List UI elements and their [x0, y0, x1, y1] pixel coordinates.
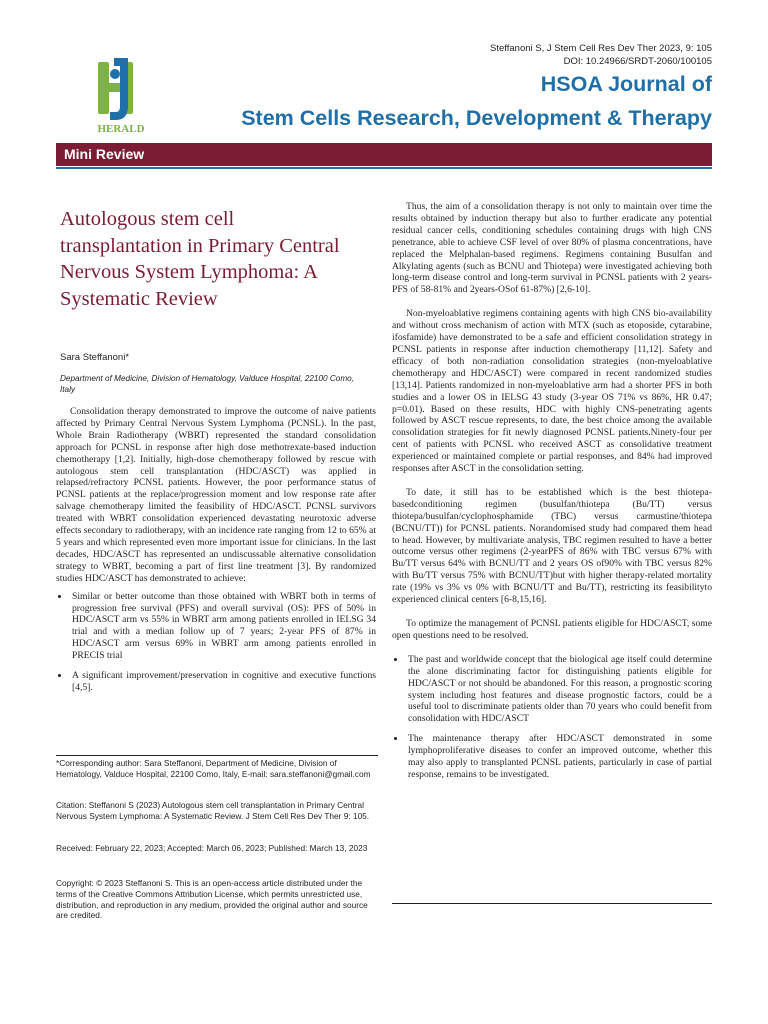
article-reference: Steffanoni S, J Stem Cell Res Dev Ther 2023, 9: 105: [490, 43, 712, 54]
paragraph: Thus, the aim of a consolidation therapy is not only to maintain over time the results obtained by induction therapy but also to further eradicate any potential residual cancer cells, conditioning schedules containing drugs with high CNS penetrance, able to achieve CSF level of over 80% of plasma concentrations, have replaced the Melphalan-based regimens. Regimens containing Busulfan and Alkylating agents (such as BCNU and Thiotepa) were investigated achieving both long-term disease control and long-term survival in PCNSL patients with 2 years-PFS of 58-81% and 2years-OSof 61-87%) [2,6-10].: [392, 201, 712, 296]
bullet-item: • A significant improvement/preservation in cognitive and executive functions [4,5].: [70, 670, 376, 694]
paragraph: To date, it still has to be established which is the best thiotepa-basedconditioning regimen (busulfan/thiotepa (Bu/TT) versus thiotepa/busulfan/cyclophosphamide (TBC) versus carmustine/thiotepa (BCNU/TT)) for PCNSL patients. Norandomised study had compared them head to head. However, by multivariate analysis, TBC regimen resulted to have a better outcome versus other regimens (2-yearPFS of 86% with TBC versus 67% with Bu/TT versus 64% with BCNU/TT and 2 years OS of90% with TBC versus 82% with Bu/TT versus 75% with BCNU/TT)but with higher therapy-related mortality rate (19% vs 3% vs 0% with BCNU/TT and Bu/TT), restricting its feasibilityto experienced clinical centers [6-8,15,16].: [392, 486, 712, 606]
logo-text: HERALD: [97, 123, 145, 135]
column-end-divider: [392, 903, 712, 904]
journal-name: HSOA Journal of: [540, 72, 712, 96]
article-type-label: Mini Review: [64, 146, 145, 162]
doi[interactable]: DOI: 10.24966/SRDT-2060/100105: [563, 56, 712, 67]
journal-subtitle: Stem Cells Research, Development & Therapy: [241, 106, 712, 130]
article-title: Autologous stem cell transplantation in Primary Central Nervous System Lymphoma: A Systematic Review: [60, 208, 340, 310]
article-type-banner: [56, 143, 712, 166]
paragraph: Consolidation therapy demonstrated to improve the outcome of naive patients affected by Primary Central Nervous System Lymphoma (PCNSL). In the past, Whole Brain Radiotherapy (WBRT) represented the standard consolidation approach for PCNSL in response after high dose methotrexate-based induction chemotherapy [1,2]. Initially, high-dose chemotherapy followed by rescue with autologous stem cell transplantation (HDC/ASCT) was applied in relapsed/refractory PCNSL patients. However, the poor performance status of PCNSL patients at the replace/progression moment and low response rate after salvage chemotherapy limited the feasibility of HDC/ASCT. PCNSL survivors treated with WBRT consolidation experienced devastating neurotoxic adverse effects secondary to radiotherapy, with an incidence rate ranging from 12 to 65% at 5 years and which represented even more important issue for clinicians. In the last decades, HDC/ASCT has represented an undiscussable alternative consolidation strategy to WBRT, becoming a part of first line treatment [3]. By randomized studies HDC/ASCT has demonstrated to achieve:: [56, 406, 376, 584]
corresponding-author: *Corresponding author: Sara Steffanoni, Department of Medicine, Division of Hematology, Valduce Hospital, 22100 Como, Italy, E-mail: sara.steffanoni@gmail.com: [56, 758, 371, 779]
bullet-item: • The past and worldwide concept that the biological age itself could determine the alone discriminating factor for distinguishing patients eligible for HDC/ASCT or not should be abandoned. For this reason, a prognostic scoring system including host features and disease prognostic factors, could be a useful tool to discriminate patients older than 70 years who could benefit from consolidation with HDC/ASCT: [406, 654, 712, 725]
footnote-divider: [56, 755, 378, 756]
bullet-list: [392, 654, 712, 781]
bullet-item: • Similar or better outcome than those obtained with WBRT both in terms of progression free survival (PFS) and overall survival (OS): PFS of 50% in HDC/ASCT arm vs 55% in WBRT arm among patients enrolled in IELSG 34 trial and with a median follow up of 7 years; 2-year PFS of 87% in HDC/ASCT arm versus 69% in WBRT arm among patients enrolled in PRECIS trial: [70, 591, 376, 662]
author-name: Sara Steffanoni*: [60, 352, 130, 363]
publication-dates: Received: February 22, 2023; Accepted: March 06, 2023; Published: March 13, 2023: [56, 843, 368, 853]
left-column-body: [56, 406, 376, 702]
paragraph: Non-myeloablative regimens containing agents with high CNS bio-availability and without cross mechanism of action with MTX (such as etoposide, cytarabine, ifosfamide) have demonstrated to be a safe and efficient consolidation strategy in PCNSL patients in response after induction chemotherapy [11,12]. Safety and efficacy of both non-radiation consolidation strategies (non-myeloablative chemotherapy and HDC/ASCT) were compared in recent randomized studies [13,14]. Patients randomized in non-myeloablative arm had a shorter PFS in both studies and a lower OS in IELSG 43 study (3-year OS 71% vs 86%, HR 0.47; p=0.01). Based on these results, HDC with highly CNS-penetrating agents followed by ASCT rescue represents, to date, the best choice among the available consolidation strategies for fit newly diagnosed PCNSL patients.Ninety-four per cent of patients with PCNSL who received ASCT as consolidative treatment experienced or maintained complete or partial responses, and 84% had improved responses after ASCT in the consolidation setting.: [392, 308, 712, 475]
right-column-body: [392, 201, 712, 789]
banner-divider: [56, 167, 712, 169]
paragraph: To optimize the management of PCNSL patients eligible for HDC/ASCT, some open questions need to be resolved.: [392, 618, 712, 641]
bullet-list: [56, 591, 376, 694]
bullet-item: • The maintenance therapy after HDC/ASCT demonstrated in some lymphoproliferative diseases to confer an improved outcome, whether this may also apply to transplanted PCNSL patients, particularly in case of partial response, remains to be investigated.: [406, 733, 712, 781]
herald-logo: [88, 56, 154, 136]
copyright-notice: Copyright: © 2023 Steffanoni S. This is an open-access article distributed under the terms of the Creative Commons Attribution License, which permits unrestricted use, distribution, and reproduction in any medium, provided the original author and source are credited.: [56, 878, 368, 921]
logo-mark-icon: [98, 58, 133, 120]
citation: Citation: Steffanoni S (2023) Autologous stem cell transplantation in Primary Central Nervous System Lymphoma: A Systematic Review. J Stem Cell Res Dev Ther 9: 105.: [56, 800, 370, 821]
author-affiliation: Department of Medicine, Division of Hematology, Valduce Hospital, 22100 Como, Italy: [60, 374, 354, 395]
